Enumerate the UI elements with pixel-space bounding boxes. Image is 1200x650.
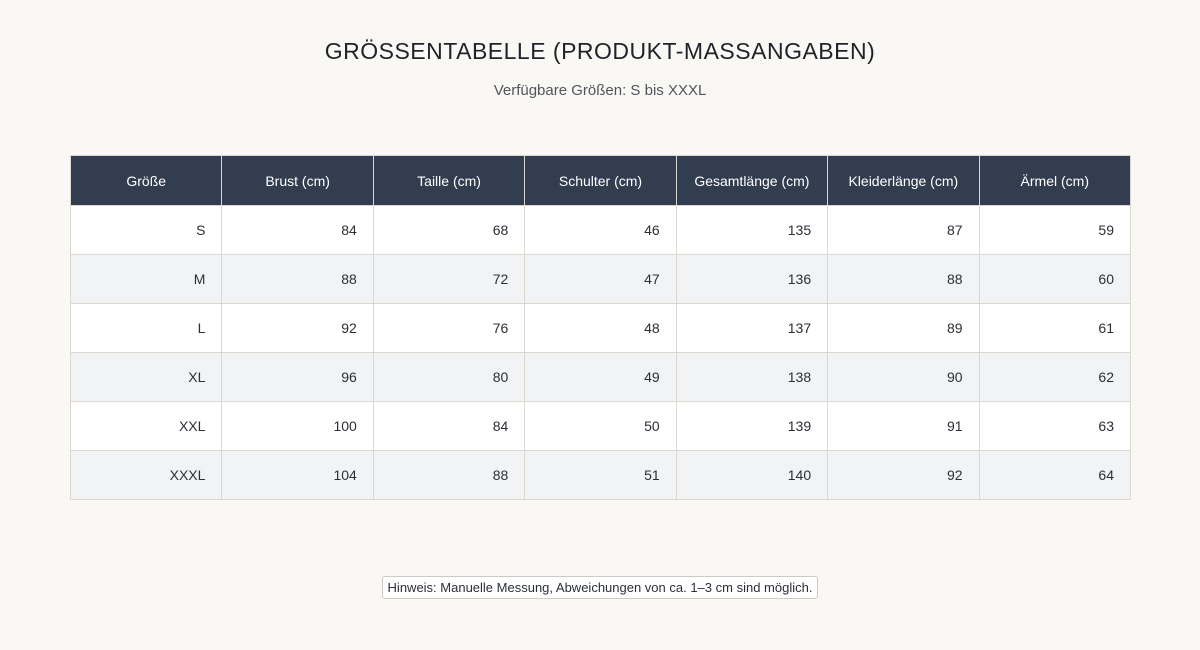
table-cell: 96 — [222, 353, 373, 402]
table-cell: 62 — [979, 353, 1130, 402]
table-row — [71, 206, 1131, 255]
table-cell: 91 — [828, 402, 979, 451]
table-cell: 104 — [222, 451, 373, 500]
table-cell: 88 — [373, 451, 524, 500]
table-cell: 72 — [373, 255, 524, 304]
table-cell: 137 — [676, 304, 827, 353]
column-header-shoulder: Schulter (cm) — [525, 156, 676, 206]
table-cell: 89 — [828, 304, 979, 353]
table-cell: 48 — [525, 304, 676, 353]
table-cell: 61 — [979, 304, 1130, 353]
column-header-chest: Brust (cm) — [222, 156, 373, 206]
table-cell: 49 — [525, 353, 676, 402]
table-cell: 138 — [676, 353, 827, 402]
column-header-total-length: Gesamtlänge (cm) — [676, 156, 827, 206]
table-header-row — [71, 156, 1131, 206]
table-cell: 84 — [222, 206, 373, 255]
table-cell: 60 — [979, 255, 1130, 304]
page-subtitle: Verfügbare Größen: S bis XXXL — [493, 82, 707, 99]
table-cell: 46 — [525, 206, 676, 255]
column-header-waist: Taille (cm) — [373, 156, 524, 206]
table-cell: 88 — [222, 255, 373, 304]
table-cell: 92 — [828, 451, 979, 500]
table-cell: 63 — [979, 402, 1130, 451]
table-cell: S — [71, 206, 222, 255]
table-cell: XXL — [71, 402, 222, 451]
table-cell: 100 — [222, 402, 373, 451]
table-cell: 92 — [222, 304, 373, 353]
table-cell: 139 — [676, 402, 827, 451]
table-cell: XL — [71, 353, 222, 402]
table-cell: 68 — [373, 206, 524, 255]
table-cell: M — [71, 255, 222, 304]
table-cell: 88 — [828, 255, 979, 304]
table-cell: 136 — [676, 255, 827, 304]
table-cell: 80 — [373, 353, 524, 402]
table-cell: XXXL — [71, 451, 222, 500]
table-cell: 135 — [676, 206, 827, 255]
column-header-size: Größe — [71, 156, 222, 206]
table-cell: 51 — [525, 451, 676, 500]
measurement-note: Hinweis: Manuelle Messung, Abweichungen von ca. 1–3 cm sind möglich. — [382, 576, 819, 599]
footnote — [0, 576, 1200, 599]
size-table — [70, 155, 1131, 500]
table-row — [71, 304, 1131, 353]
table-row — [71, 255, 1131, 304]
table-row — [71, 402, 1131, 451]
page-title: GRÖSSENTABELLE (PRODUKT-MASSANGABEN) — [324, 38, 876, 64]
table-cell: 90 — [828, 353, 979, 402]
table-cell: 84 — [373, 402, 524, 451]
table-cell: 50 — [525, 402, 676, 451]
table-cell: 76 — [373, 304, 524, 353]
table-cell: 140 — [676, 451, 827, 500]
table-cell: L — [71, 304, 222, 353]
table-cell: 59 — [979, 206, 1130, 255]
column-header-sleeve: Ärmel (cm) — [979, 156, 1130, 206]
table-cell: 87 — [828, 206, 979, 255]
column-header-dress-length: Kleiderlänge (cm) — [828, 156, 979, 206]
table-cell: 64 — [979, 451, 1130, 500]
table-cell: 47 — [525, 255, 676, 304]
table-row — [71, 353, 1131, 402]
table-row — [71, 451, 1131, 500]
